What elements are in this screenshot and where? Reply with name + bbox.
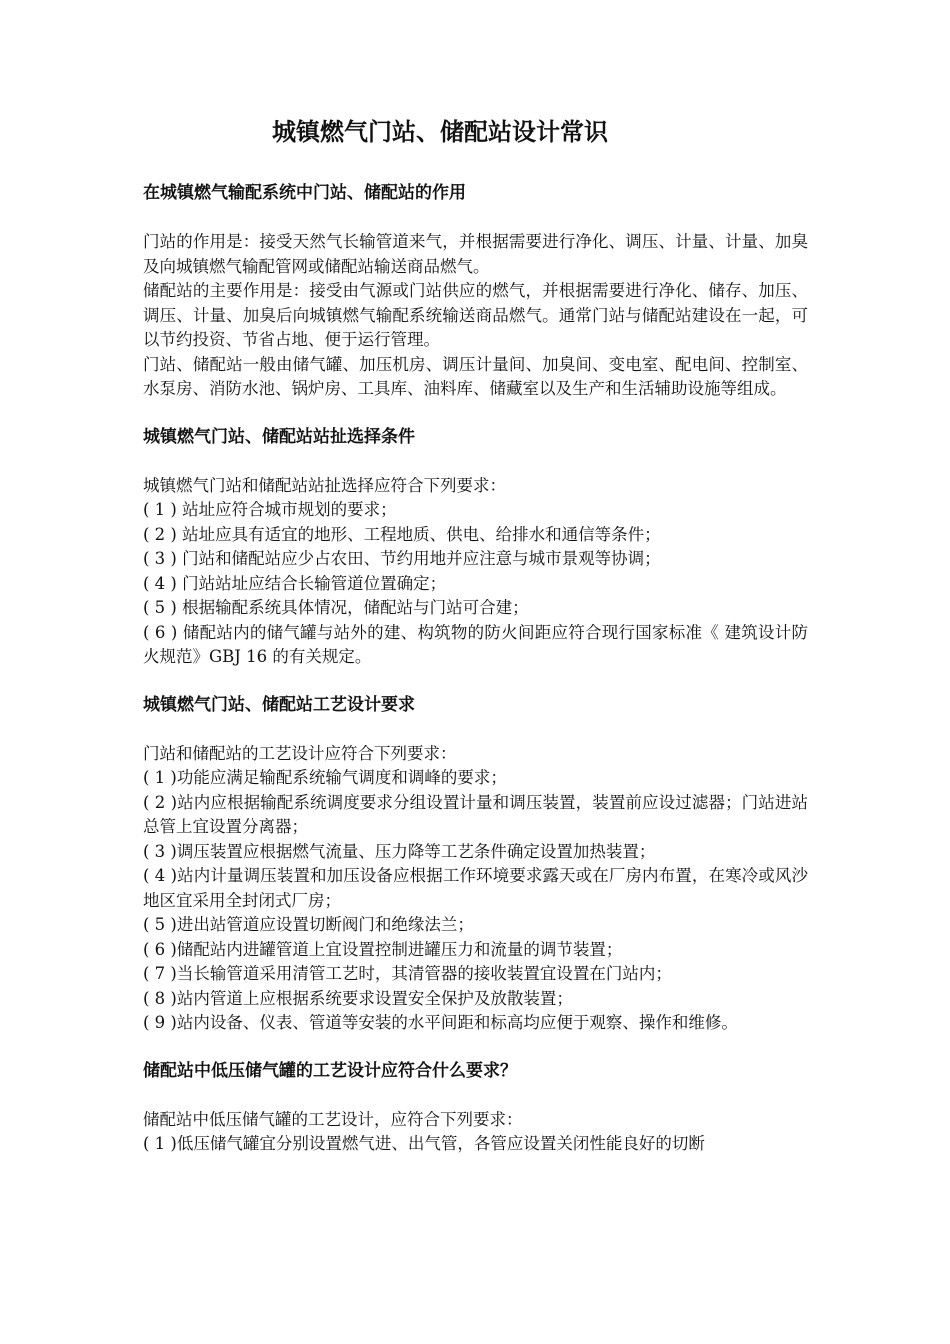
- list-item: ( 9 )站内设备、仪表、管道等安装的水平间距和标高均应便于观察、操作和维修。: [143, 1013, 738, 1032]
- list-item: ( 6 )储配站内进罐管道上宜设置控制进罐压力和流量的调节装置；: [143, 939, 623, 959]
- list-item: ( 1 )低压储气罐宜分别设置燃气进、出气管，各管应设置关闭性能良好的切断: [143, 1134, 705, 1153]
- list-item: ( 7 )当长输管道采用清管工艺时，其清管器的接收装置宜设置在门站内；: [143, 964, 672, 983]
- section-low-pressure-tank: [143, 1058, 808, 1157]
- paragraph: 储配站的主要作用是：接受由气源或门站供应的燃气，并根据需要进行净化、储存、加压、调压、计量、加臭后向城镇燃气输配系统输送商品燃气。通常门站与储配站建设在一起，可以节约投资、节省占地、便于运行管理。: [143, 281, 808, 349]
- list-item: ( 3 ) 门站和储配站应少占农田、节约用地并应注意与城市景观等协调；: [143, 549, 661, 568]
- section-role: [143, 180, 808, 402]
- section-heading: 城镇燃气门站、储配站站扯选择条件: [143, 426, 415, 447]
- section-heading: 城镇燃气门站、储配站工艺设计要求: [143, 694, 415, 715]
- section-site-selection: [143, 424, 808, 670]
- list-item: ( 5 ) 根据输配系统具体情况，储配站与门站可合建；: [143, 598, 529, 617]
- document-body: [143, 180, 808, 1157]
- paragraph: 储配站中低压储气罐的工艺设计，应符合下列要求：: [143, 1109, 523, 1129]
- list-item: ( 4 )站内计量调压装置和加压设备应根据工作环境要求露天或在厂房内布置，在寒冷或风沙地区宜采用全封闭式厂房；: [143, 866, 808, 910]
- list-item: ( 8 )站内管道上应根据系统要求设置安全保护及放散装置；: [143, 988, 573, 1008]
- list-item: ( 1 )功能应满足输配系统输气调度和调峰的要求；: [143, 768, 507, 787]
- paragraph: 门站、储配站一般由储气罐、加压机房、调压计量间、加臭间、变电室、配电间、控制室、水泵房、消防水池、锅炉房、工具库、油料库、储藏室以及生产和生活辅助设施等组成。: [143, 354, 808, 398]
- paragraph: 城镇燃气门站和储配站站扯选择应符合下列要求：: [143, 475, 506, 495]
- list-item: ( 5 )进出站管道应设置切断阀门和绝缘法兰；: [143, 915, 474, 934]
- list-item: ( 4 ) 门站站址应结合长输管道位置确定；: [143, 573, 447, 593]
- list-item: ( 1 ) 站址应符合城市规划的要求；: [143, 500, 397, 519]
- list-item: ( 6 ) 储配站内的储气罐与站外的建、构筑物的防火间距应符合现行国家标准《 建筑设计防火规范》GBJ 16 的有关规定。: [143, 622, 808, 666]
- section-heading: 储配站中低压储气罐的工艺设计应符合什么要求？: [143, 1060, 517, 1081]
- list-item: ( 3 )调压装置应根据燃气流量、压力降等工艺条件确定设置加热装置；: [143, 841, 656, 861]
- section-process-design: [143, 692, 808, 1036]
- document-title: 城镇燃气门站、储配站设计常识: [272, 118, 608, 146]
- list-item: ( 2 ) 站址应具有适宜的地形、工程地质、供电、给排水和通信等条件；: [143, 524, 661, 544]
- paragraph: 门站和储配站的工艺设计应符合下列要求：: [143, 743, 457, 763]
- paragraph: 门站的作用是：接受天然气长输管道来气，并根据需要进行净化、调压、计量、计量、加臭及向城镇燃气输配管网或储配站输送商品燃气。: [143, 232, 808, 276]
- list-item: ( 2 )站内应根据输配系统调度要求分组设置计量和调压装置，装置前应设过滤器；门站进站总管上宜设置分离器；: [143, 792, 808, 836]
- section-heading: 在城镇燃气输配系统中门站、储配站的作用: [143, 183, 466, 203]
